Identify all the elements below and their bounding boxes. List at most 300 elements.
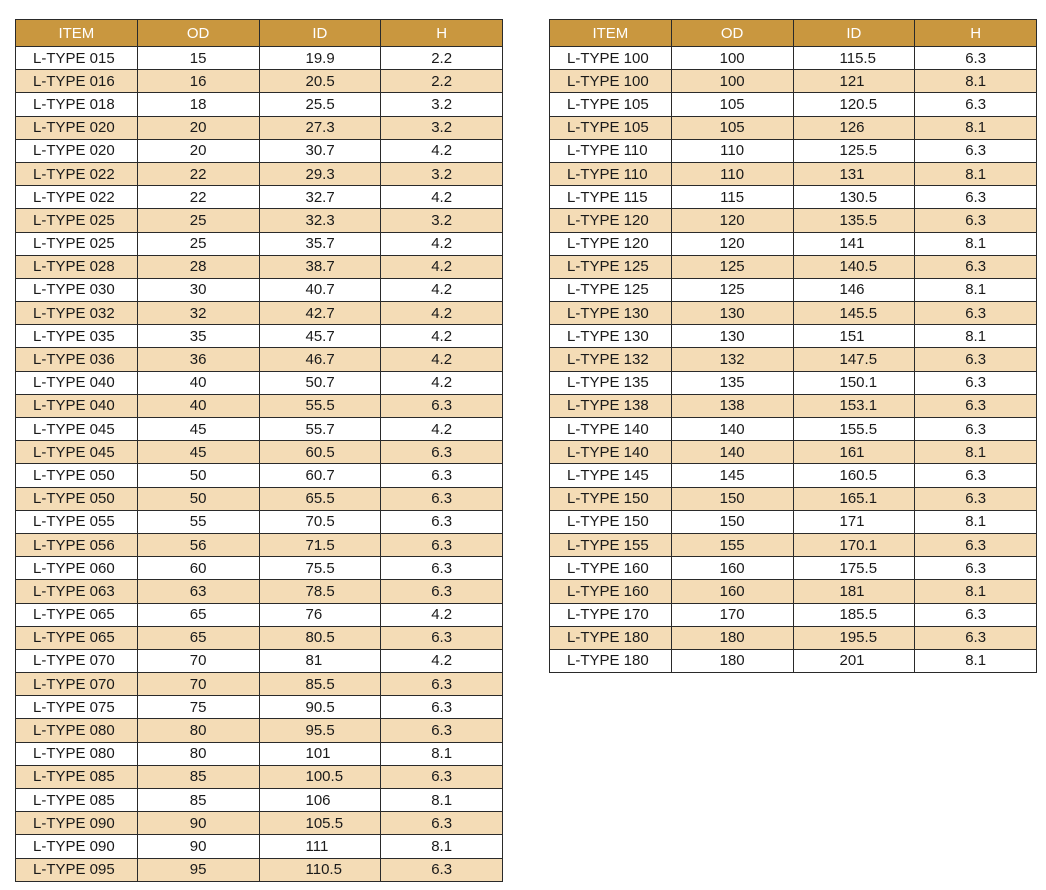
item-cell: L-TYPE 050 <box>16 487 138 510</box>
table-row <box>550 626 1037 649</box>
item-cell: L-TYPE 150 <box>550 487 672 510</box>
id-cell: 140.5 <box>793 255 915 278</box>
item-cell: L-TYPE 090 <box>16 812 138 835</box>
table-row <box>16 418 503 441</box>
od-cell: 65 <box>137 626 259 649</box>
item-cell: L-TYPE 056 <box>16 533 138 556</box>
table-row <box>16 441 503 464</box>
od-cell: 160 <box>671 580 793 603</box>
id-cell: 35.7 <box>259 232 381 255</box>
h-cell: 4.2 <box>381 371 503 394</box>
header-row <box>16 20 503 47</box>
h-cell: 6.3 <box>381 626 503 649</box>
od-cell: 70 <box>137 649 259 672</box>
h-cell: 3.2 <box>381 209 503 232</box>
table-row <box>16 47 503 70</box>
table-row <box>16 673 503 696</box>
id-cell: 170.1 <box>793 533 915 556</box>
id-cell: 40.7 <box>259 278 381 301</box>
h-cell: 4.2 <box>381 278 503 301</box>
item-cell: L-TYPE 090 <box>16 835 138 858</box>
h-cell: 8.1 <box>915 441 1037 464</box>
table-row <box>16 139 503 162</box>
table-row <box>550 47 1037 70</box>
table-row <box>550 603 1037 626</box>
table-row <box>16 93 503 116</box>
od-cell: 22 <box>137 186 259 209</box>
item-cell: L-TYPE 055 <box>16 510 138 533</box>
h-cell: 6.3 <box>381 812 503 835</box>
h-cell: 8.1 <box>381 789 503 812</box>
od-cell: 90 <box>137 835 259 858</box>
h-cell: 6.3 <box>915 418 1037 441</box>
id-cell: 78.5 <box>259 580 381 603</box>
item-cell: L-TYPE 025 <box>16 232 138 255</box>
item-cell: L-TYPE 025 <box>16 209 138 232</box>
id-cell: 111 <box>259 835 381 858</box>
id-cell: 55.5 <box>259 394 381 417</box>
id-cell: 131 <box>793 162 915 185</box>
id-cell: 81 <box>259 649 381 672</box>
id-cell: 95.5 <box>259 719 381 742</box>
item-cell: L-TYPE 065 <box>16 626 138 649</box>
item-cell: L-TYPE 045 <box>16 441 138 464</box>
od-cell: 105 <box>671 116 793 139</box>
id-cell: 146 <box>793 278 915 301</box>
h-cell: 8.1 <box>381 742 503 765</box>
od-cell: 90 <box>137 812 259 835</box>
id-cell: 150.1 <box>793 371 915 394</box>
item-cell: L-TYPE 022 <box>16 162 138 185</box>
item-cell: L-TYPE 080 <box>16 742 138 765</box>
h-cell: 4.2 <box>381 325 503 348</box>
h-cell: 8.1 <box>915 232 1037 255</box>
od-cell: 115 <box>671 186 793 209</box>
table-row <box>550 371 1037 394</box>
id-cell: 55.7 <box>259 418 381 441</box>
h-cell: 8.1 <box>915 70 1037 93</box>
od-cell: 180 <box>671 649 793 672</box>
od-cell: 160 <box>671 557 793 580</box>
table-row <box>16 278 503 301</box>
id-cell: 175.5 <box>793 557 915 580</box>
od-cell: 55 <box>137 510 259 533</box>
table-row <box>550 348 1037 371</box>
table-row <box>16 371 503 394</box>
item-cell: L-TYPE 020 <box>16 116 138 139</box>
item-cell: L-TYPE 085 <box>16 765 138 788</box>
id-cell: 80.5 <box>259 626 381 649</box>
h-cell: 8.1 <box>381 835 503 858</box>
item-cell: L-TYPE 040 <box>16 394 138 417</box>
id-cell: 126 <box>793 116 915 139</box>
h-cell: 8.1 <box>915 580 1037 603</box>
table-row <box>16 255 503 278</box>
h-cell: 6.3 <box>915 603 1037 626</box>
item-cell: L-TYPE 180 <box>550 649 672 672</box>
id-cell: 195.5 <box>793 626 915 649</box>
item-cell: L-TYPE 028 <box>16 255 138 278</box>
h-cell: 6.3 <box>915 139 1037 162</box>
h-cell: 8.1 <box>915 116 1037 139</box>
table-row <box>16 719 503 742</box>
od-cell: 75 <box>137 696 259 719</box>
od-cell: 63 <box>137 580 259 603</box>
table-row <box>16 603 503 626</box>
header-h: H <box>915 20 1037 47</box>
table-row <box>16 232 503 255</box>
table-row <box>16 162 503 185</box>
item-cell: L-TYPE 115 <box>550 186 672 209</box>
table-row <box>550 162 1037 185</box>
id-cell: 75.5 <box>259 557 381 580</box>
item-cell: L-TYPE 145 <box>550 464 672 487</box>
item-cell: L-TYPE 085 <box>16 789 138 812</box>
id-cell: 165.1 <box>793 487 915 510</box>
h-cell: 4.2 <box>381 139 503 162</box>
item-cell: L-TYPE 018 <box>16 93 138 116</box>
h-cell: 2.2 <box>381 70 503 93</box>
table-row <box>550 487 1037 510</box>
item-cell: L-TYPE 110 <box>550 162 672 185</box>
id-cell: 85.5 <box>259 673 381 696</box>
item-cell: L-TYPE 120 <box>550 209 672 232</box>
id-cell: 42.7 <box>259 302 381 325</box>
h-cell: 6.3 <box>381 510 503 533</box>
od-cell: 15 <box>137 47 259 70</box>
table-row <box>550 302 1037 325</box>
id-cell: 60.7 <box>259 464 381 487</box>
item-cell: L-TYPE 022 <box>16 186 138 209</box>
item-cell: L-TYPE 036 <box>16 348 138 371</box>
item-cell: L-TYPE 110 <box>550 139 672 162</box>
table-row <box>550 580 1037 603</box>
table-row <box>16 858 503 881</box>
id-cell: 160.5 <box>793 464 915 487</box>
item-cell: L-TYPE 070 <box>16 673 138 696</box>
od-cell: 80 <box>137 742 259 765</box>
od-cell: 35 <box>137 325 259 348</box>
od-cell: 80 <box>137 719 259 742</box>
id-cell: 153.1 <box>793 394 915 417</box>
table-row <box>16 70 503 93</box>
od-cell: 32 <box>137 302 259 325</box>
id-cell: 155.5 <box>793 418 915 441</box>
od-cell: 40 <box>137 371 259 394</box>
item-cell: L-TYPE 030 <box>16 278 138 301</box>
h-cell: 6.3 <box>915 626 1037 649</box>
od-cell: 135 <box>671 371 793 394</box>
id-cell: 30.7 <box>259 139 381 162</box>
id-cell: 181 <box>793 580 915 603</box>
od-cell: 150 <box>671 487 793 510</box>
h-cell: 6.3 <box>915 186 1037 209</box>
table-row <box>16 557 503 580</box>
table-row <box>550 510 1037 533</box>
item-cell: L-TYPE 138 <box>550 394 672 417</box>
od-cell: 180 <box>671 626 793 649</box>
h-cell: 4.2 <box>381 418 503 441</box>
id-cell: 65.5 <box>259 487 381 510</box>
h-cell: 8.1 <box>915 510 1037 533</box>
od-cell: 155 <box>671 533 793 556</box>
id-cell: 50.7 <box>259 371 381 394</box>
od-cell: 125 <box>671 255 793 278</box>
h-cell: 4.2 <box>381 232 503 255</box>
id-cell: 161 <box>793 441 915 464</box>
od-cell: 130 <box>671 325 793 348</box>
item-cell: L-TYPE 100 <box>550 47 672 70</box>
od-cell: 70 <box>137 673 259 696</box>
table-row <box>16 348 503 371</box>
item-cell: L-TYPE 130 <box>550 325 672 348</box>
item-cell: L-TYPE 050 <box>16 464 138 487</box>
h-cell: 8.1 <box>915 162 1037 185</box>
id-cell: 46.7 <box>259 348 381 371</box>
table-row <box>16 835 503 858</box>
table-row <box>550 325 1037 348</box>
id-cell: 60.5 <box>259 441 381 464</box>
od-cell: 36 <box>137 348 259 371</box>
item-cell: L-TYPE 125 <box>550 278 672 301</box>
od-cell: 20 <box>137 139 259 162</box>
item-cell: L-TYPE 100 <box>550 70 672 93</box>
item-cell: L-TYPE 060 <box>16 557 138 580</box>
od-cell: 85 <box>137 789 259 812</box>
h-cell: 3.2 <box>381 93 503 116</box>
h-cell: 3.2 <box>381 162 503 185</box>
id-cell: 201 <box>793 649 915 672</box>
id-cell: 130.5 <box>793 186 915 209</box>
spec-table-left <box>15 19 503 882</box>
od-cell: 170 <box>671 603 793 626</box>
item-cell: L-TYPE 132 <box>550 348 672 371</box>
id-cell: 76 <box>259 603 381 626</box>
spec-table-right <box>549 19 1037 673</box>
item-cell: L-TYPE 070 <box>16 649 138 672</box>
item-cell: L-TYPE 170 <box>550 603 672 626</box>
h-cell: 6.3 <box>915 557 1037 580</box>
id-cell: 32.7 <box>259 186 381 209</box>
table-row <box>16 464 503 487</box>
header-od: OD <box>137 20 259 47</box>
table-row <box>550 394 1037 417</box>
item-cell: L-TYPE 080 <box>16 719 138 742</box>
id-cell: 70.5 <box>259 510 381 533</box>
h-cell: 4.2 <box>381 649 503 672</box>
table-row <box>16 209 503 232</box>
id-cell: 115.5 <box>793 47 915 70</box>
id-cell: 185.5 <box>793 603 915 626</box>
od-cell: 25 <box>137 209 259 232</box>
od-cell: 130 <box>671 302 793 325</box>
table-row <box>550 93 1037 116</box>
id-cell: 105.5 <box>259 812 381 835</box>
table-row <box>550 70 1037 93</box>
od-cell: 95 <box>137 858 259 881</box>
table-row <box>16 487 503 510</box>
item-cell: L-TYPE 140 <box>550 418 672 441</box>
od-cell: 56 <box>137 533 259 556</box>
id-cell: 27.3 <box>259 116 381 139</box>
id-cell: 20.5 <box>259 70 381 93</box>
h-cell: 4.2 <box>381 255 503 278</box>
h-cell: 6.3 <box>915 348 1037 371</box>
od-cell: 105 <box>671 93 793 116</box>
item-cell: L-TYPE 105 <box>550 93 672 116</box>
table-row <box>16 649 503 672</box>
h-cell: 4.2 <box>381 348 503 371</box>
id-cell: 100.5 <box>259 765 381 788</box>
item-cell: L-TYPE 150 <box>550 510 672 533</box>
h-cell: 8.1 <box>915 325 1037 348</box>
id-cell: 106 <box>259 789 381 812</box>
item-cell: L-TYPE 160 <box>550 580 672 603</box>
od-cell: 60 <box>137 557 259 580</box>
h-cell: 6.3 <box>381 557 503 580</box>
id-cell: 90.5 <box>259 696 381 719</box>
item-cell: L-TYPE 120 <box>550 232 672 255</box>
od-cell: 40 <box>137 394 259 417</box>
id-cell: 29.3 <box>259 162 381 185</box>
item-cell: L-TYPE 155 <box>550 533 672 556</box>
od-cell: 45 <box>137 441 259 464</box>
table-row <box>550 278 1037 301</box>
header-h: H <box>381 20 503 47</box>
od-cell: 150 <box>671 510 793 533</box>
table-row <box>550 418 1037 441</box>
h-cell: 4.2 <box>381 186 503 209</box>
id-cell: 125.5 <box>793 139 915 162</box>
h-cell: 6.3 <box>381 487 503 510</box>
od-cell: 140 <box>671 441 793 464</box>
od-cell: 50 <box>137 464 259 487</box>
table-row <box>550 139 1037 162</box>
h-cell: 6.3 <box>915 255 1037 278</box>
table-row <box>16 742 503 765</box>
h-cell: 6.3 <box>381 441 503 464</box>
h-cell: 4.2 <box>381 603 503 626</box>
item-cell: L-TYPE 035 <box>16 325 138 348</box>
table-row <box>550 209 1037 232</box>
h-cell: 6.3 <box>915 533 1037 556</box>
id-cell: 38.7 <box>259 255 381 278</box>
item-cell: L-TYPE 016 <box>16 70 138 93</box>
h-cell: 6.3 <box>381 765 503 788</box>
header-od: OD <box>671 20 793 47</box>
od-cell: 125 <box>671 278 793 301</box>
h-cell: 6.3 <box>381 719 503 742</box>
od-cell: 120 <box>671 232 793 255</box>
h-cell: 6.3 <box>915 487 1037 510</box>
table-row <box>16 116 503 139</box>
h-cell: 6.3 <box>915 394 1037 417</box>
id-cell: 147.5 <box>793 348 915 371</box>
id-cell: 19.9 <box>259 47 381 70</box>
id-cell: 110.5 <box>259 858 381 881</box>
item-cell: L-TYPE 135 <box>550 371 672 394</box>
table-row <box>550 232 1037 255</box>
h-cell: 6.3 <box>381 858 503 881</box>
item-cell: L-TYPE 020 <box>16 139 138 162</box>
id-cell: 135.5 <box>793 209 915 232</box>
od-cell: 18 <box>137 93 259 116</box>
h-cell: 6.3 <box>381 580 503 603</box>
table-row <box>16 812 503 835</box>
table-row <box>16 186 503 209</box>
table-row <box>16 626 503 649</box>
h-cell: 6.3 <box>915 93 1037 116</box>
h-cell: 6.3 <box>381 394 503 417</box>
table-row <box>550 533 1037 556</box>
od-cell: 138 <box>671 394 793 417</box>
id-cell: 120.5 <box>793 93 915 116</box>
table-row <box>16 765 503 788</box>
h-cell: 6.3 <box>381 696 503 719</box>
h-cell: 6.3 <box>915 47 1037 70</box>
header-id: ID <box>793 20 915 47</box>
od-cell: 110 <box>671 162 793 185</box>
h-cell: 8.1 <box>915 278 1037 301</box>
id-cell: 151 <box>793 325 915 348</box>
table-row <box>550 649 1037 672</box>
od-cell: 20 <box>137 116 259 139</box>
table-row <box>16 533 503 556</box>
item-cell: L-TYPE 045 <box>16 418 138 441</box>
h-cell: 6.3 <box>381 673 503 696</box>
h-cell: 6.3 <box>381 464 503 487</box>
od-cell: 28 <box>137 255 259 278</box>
header-id: ID <box>259 20 381 47</box>
item-cell: L-TYPE 160 <box>550 557 672 580</box>
h-cell: 6.3 <box>915 302 1037 325</box>
item-cell: L-TYPE 032 <box>16 302 138 325</box>
table-row <box>16 696 503 719</box>
od-cell: 110 <box>671 139 793 162</box>
id-cell: 101 <box>259 742 381 765</box>
item-cell: L-TYPE 040 <box>16 371 138 394</box>
table-row <box>550 464 1037 487</box>
od-cell: 50 <box>137 487 259 510</box>
id-cell: 71.5 <box>259 533 381 556</box>
table-row <box>16 302 503 325</box>
id-cell: 145.5 <box>793 302 915 325</box>
table-row <box>550 255 1037 278</box>
table-row <box>550 441 1037 464</box>
h-cell: 2.2 <box>381 47 503 70</box>
table-row <box>16 580 503 603</box>
table-row <box>550 557 1037 580</box>
item-cell: L-TYPE 180 <box>550 626 672 649</box>
od-cell: 100 <box>671 70 793 93</box>
item-cell: L-TYPE 065 <box>16 603 138 626</box>
table-row <box>16 510 503 533</box>
od-cell: 100 <box>671 47 793 70</box>
od-cell: 16 <box>137 70 259 93</box>
header-row <box>550 20 1037 47</box>
table-row <box>550 186 1037 209</box>
od-cell: 120 <box>671 209 793 232</box>
table-row <box>16 789 503 812</box>
od-cell: 25 <box>137 232 259 255</box>
header-item: ITEM <box>16 20 138 47</box>
item-cell: L-TYPE 095 <box>16 858 138 881</box>
item-cell: L-TYPE 063 <box>16 580 138 603</box>
item-cell: L-TYPE 140 <box>550 441 672 464</box>
od-cell: 65 <box>137 603 259 626</box>
item-cell: L-TYPE 130 <box>550 302 672 325</box>
item-cell: L-TYPE 125 <box>550 255 672 278</box>
